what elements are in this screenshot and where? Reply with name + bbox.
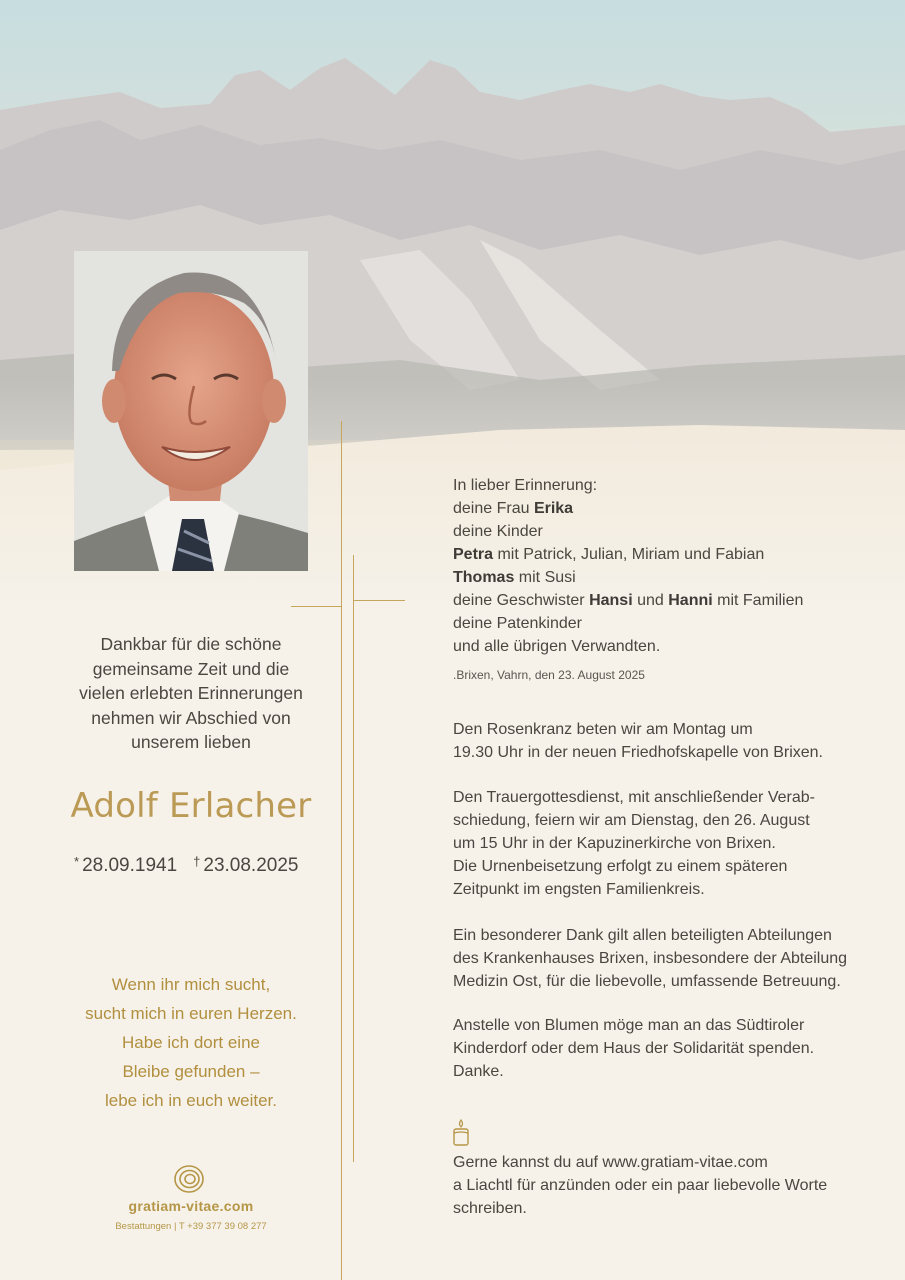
deceased-name: Adolf Erlacher: [70, 786, 312, 826]
portrait-photo: [74, 251, 308, 571]
cross-vertical-line-right: [353, 555, 354, 1162]
place-date: .Brixen, Vahrn, den 23. August 2025: [453, 668, 645, 682]
life-dates: [74, 854, 324, 877]
funeral-paragraph: Den Trauergottesdienst, mit anschließender Verab- schiedung, feiern wir am Dienstag, den 26. August um 15 Uhr in der Kapuzinerkirche von Brixen. Die Urnenbeisetzung erfolgt zu einem späteren Zeitpunkt im engsten Familienkreis.: [453, 789, 815, 898]
intro-text: [60, 632, 322, 755]
family-line-child2: Thomas mit Susi: [453, 569, 576, 586]
poem-line: Bleibe gefunden –: [122, 1062, 260, 1081]
poem-line: Wenn ihr mich sucht,: [111, 975, 271, 994]
online-paragraph: Gerne kannst du auf www.gratiam-vitae.com a Liachtl für anzünden oder ein paar liebevolle Worte schreiben.: [453, 1154, 828, 1217]
thanks-paragraph: Ein besonderer Dank gilt allen beteiligten Abteilungen des Krankenhauses Brixen, insbesondere der Abteilung Medizin Ost, für die liebevolle, umfassende Betreuung.: [453, 927, 848, 990]
family-line-relatives: und alle übrigen Verwandten.: [453, 638, 661, 655]
spiral-logo-icon: [173, 1163, 205, 1195]
cross-horizontal-line-left: [291, 606, 341, 607]
poem-line: Habe ich dort eine: [122, 1033, 260, 1052]
death-symbol: †: [193, 854, 201, 869]
birth-date: 28.09.1941: [82, 855, 178, 876]
family-list: [453, 474, 893, 658]
logo-name[interactable]: gratiam-vitae.com: [128, 1198, 254, 1214]
family-line-wife: deine Frau Erika: [453, 500, 574, 517]
candle-icon: [452, 1119, 470, 1147]
poem-line: lebe ich in euch weiter.: [105, 1091, 277, 1110]
memorial-poem: [60, 970, 322, 1115]
cross-horizontal-line-right: [354, 600, 405, 601]
intro-line: nehmen wir Abschied von: [91, 707, 291, 728]
intro-line: Dankbar für die schöne: [100, 634, 282, 654]
family-line-godchildren: deine Patenkinder: [453, 615, 582, 632]
rosary-paragraph: Den Rosenkranz beten wir am Montag um 19.30 Uhr in der neuen Friedhofskapelle von Brixen.: [453, 721, 823, 761]
family-line-siblings: deine Geschwister Hansi und Hanni mit Familien: [453, 592, 804, 609]
death-date: 23.08.2025: [203, 855, 299, 876]
intro-line: unserem lieben: [131, 732, 251, 752]
intro-line: vielen erlebten Erinnerungen: [79, 683, 303, 703]
logo-subline: Bestattungen | T +39 377 39 08 277: [115, 1221, 267, 1232]
donation-paragraph: Anstelle von Blumen möge man an das Südtiroler Kinderdorf oder dem Haus der Solidarität spenden. Danke.: [453, 1017, 815, 1080]
poem-line: sucht mich in euren Herzen.: [85, 1004, 297, 1023]
family-line-child1: Petra mit Patrick, Julian, Miriam und Fabian: [453, 546, 765, 563]
intro-line: gemeinsame Zeit und die: [92, 658, 290, 679]
cross-vertical-line-left: [341, 421, 342, 1280]
family-line-children: deine Kinder: [453, 523, 543, 540]
family-heading: In lieber Erinnerung:: [453, 477, 598, 494]
birth-symbol: *: [74, 854, 80, 869]
